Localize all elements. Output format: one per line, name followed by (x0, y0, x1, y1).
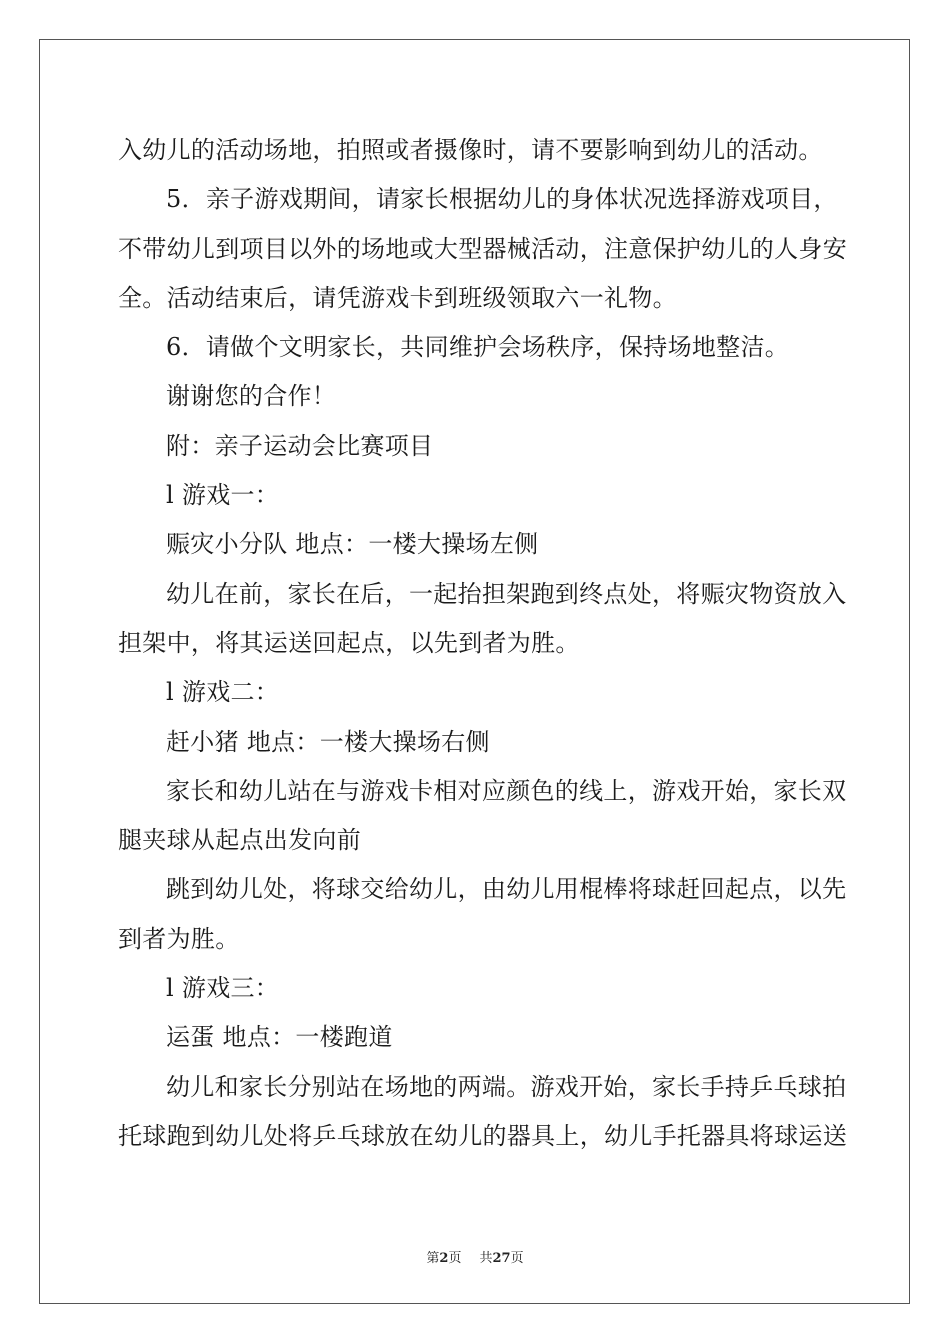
game-title-location: 运蛋 地点：一楼跑道 (166, 1023, 393, 1052)
total-prefix: 共 (479, 1251, 493, 1266)
text-line: 家长和幼儿站在与游戏卡相对应颜色的线上，游戏开始，家长双 (166, 776, 847, 805)
text-line: 入幼儿的活动场地，拍照或者摄像时，请不要影响到幼儿的活动。 (118, 136, 823, 164)
text-line: 幼儿在前，家长在后，一起抬担架跑到终点处，将赈灾物资放入 (166, 579, 847, 608)
text-line: 谢谢您的合作！ (166, 382, 337, 411)
game-heading: l 游戏二： (166, 678, 280, 707)
game-title-location: 赈灾小分队 地点：一楼大操场左侧 (166, 530, 539, 559)
document-body (118, 126, 847, 1161)
total-suffix: 页 (510, 1251, 524, 1266)
text-line: 腿夹球从起点出发向前 (118, 826, 361, 855)
game-heading: l 游戏三： (166, 974, 280, 1003)
text-line: 不带幼儿到项目以外的场地或大型器械活动，注意保护幼儿的人身安 (118, 234, 847, 263)
game-title-location: 赶小猪 地点：一楼大操场右侧 (166, 727, 490, 756)
text-line: 幼儿和家长分别站在场地的两端。游戏开始，家长手持乒乓球拍 (166, 1072, 847, 1101)
game-heading: l 游戏一： (166, 481, 280, 510)
text-line: 6．请做个文明家长，共同维护会场秩序，保持场地整洁。 (166, 333, 790, 362)
page-suffix: 页 (448, 1251, 462, 1266)
text-line: 托球跑到幼儿处将乒乓球放在幼儿的器具上，幼儿手托器具将球运送 (118, 1121, 847, 1150)
page-number: 2 (439, 1251, 449, 1266)
total-pages: 27 (492, 1251, 511, 1266)
text-line: 到者为胜。 (118, 924, 240, 953)
text-line: 担架中，将其运送回起点，以先到者为胜。 (118, 628, 580, 657)
text-line: 全。活动结束后，请凭游戏卡到班级领取六一礼物。 (118, 283, 677, 312)
text-line: 5．亲子游戏期间，请家长根据幼儿的身体状况选择游戏项目， (166, 185, 838, 214)
section-heading: 附：亲子运动会比赛项目 (166, 431, 434, 460)
text-line: 跳到幼儿处，将球交给幼儿，由幼儿用棍棒将球赶回起点，以先 (166, 875, 847, 904)
page-prefix: 第 (426, 1251, 440, 1266)
page-footer (0, 1247, 950, 1266)
